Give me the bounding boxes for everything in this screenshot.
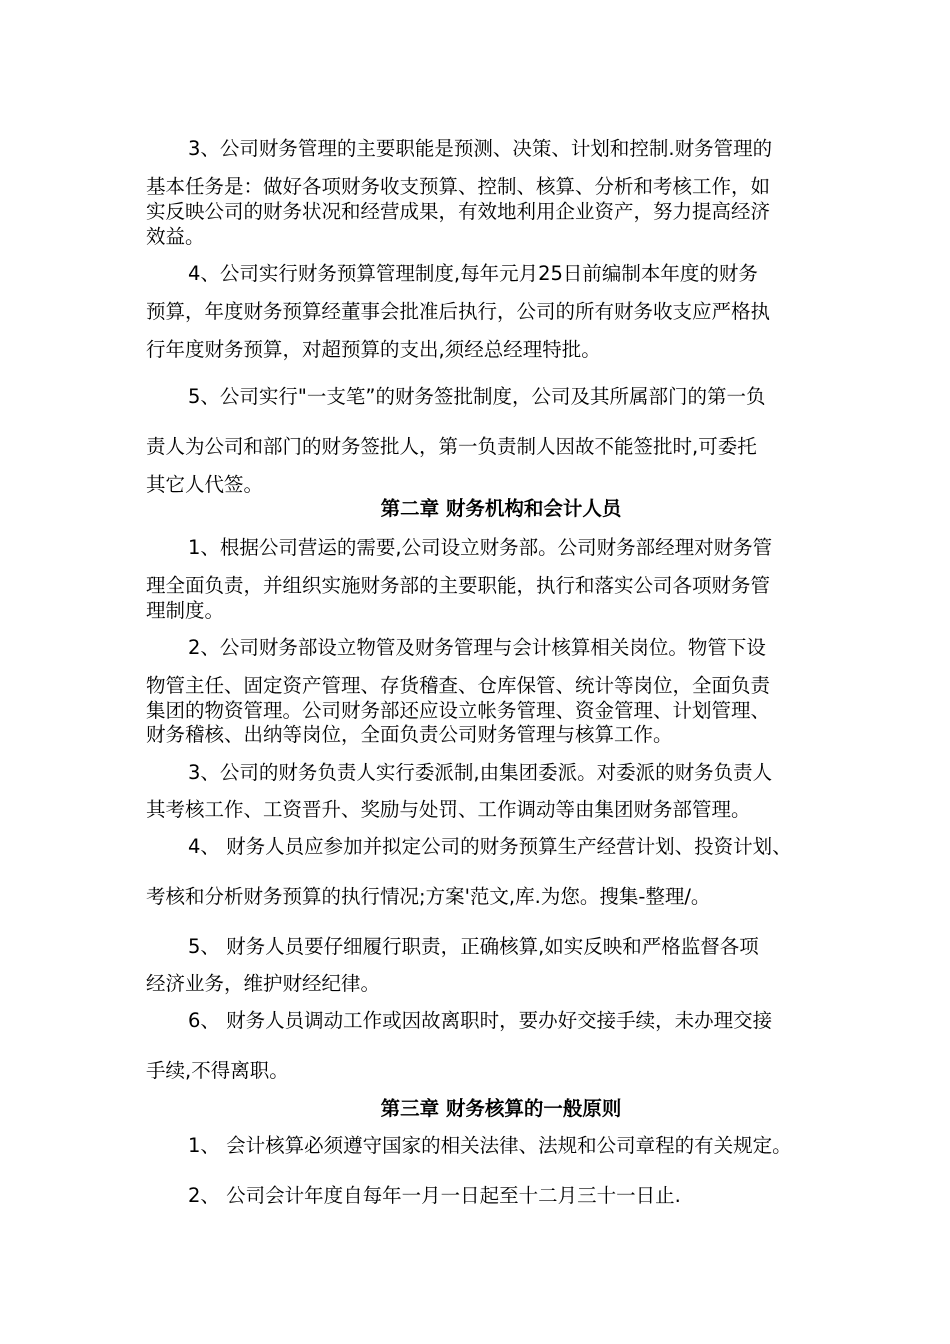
paragraph-line: 1、根据公司营运的需要,公司设立财务部。公司财务部经理对财务管 <box>188 536 773 559</box>
paragraph-line: 预算，年度财务预算经董事会批准后执行，公司的所有财务收支应严格执 <box>146 300 771 323</box>
paragraph-line: 基本任务是：做好各项财务收支预算、控制、核算、分析和考核工作，如 <box>146 175 771 198</box>
paragraph-line: 行年度财务预算，对超预算的支出,须经总经理特批。 <box>146 338 601 361</box>
paragraph-line: 6、 财务人员调动工作或因故离职时，要办好交接手续，未办理交接 <box>188 1009 773 1032</box>
chapter-heading: 第三章 财务核算的一般原则 <box>380 1097 622 1120</box>
paragraph-line: 5、 财务人员要仔细履行职责，正确核算,如实反映和严格监督各项 <box>188 935 759 958</box>
paragraph-line: 理制度。 <box>146 599 225 622</box>
paragraph-line: 财务稽核、出纳等岗位，全面负责公司财务管理与核算工作。 <box>146 723 673 746</box>
paragraph-line: 4、公司实行财务预算管理制度,每年元月25日前编制本年度的财务 <box>188 262 758 285</box>
paragraph-line: 手续,不得离职。 <box>146 1059 289 1082</box>
paragraph-line: 考核和分析财务预算的执行情况;方案'范文,库.为您。搜集-整理/。 <box>146 885 711 908</box>
paragraph-line: 责人为公司和部门的财务签批人，第一负责制人因故不能签批时,可委托 <box>146 435 757 458</box>
paragraph-line: 理全面负责，并组织实施财务部的主要职能，执行和落实公司各项财务管 <box>146 574 771 597</box>
paragraph-line: 实反映公司的财务状况和经营成果，有效地利用企业资产，努力提高经济 <box>146 200 771 223</box>
paragraph-line: 3、公司财务管理的主要职能是预测、决策、计划和控制.财务管理的 <box>188 137 773 160</box>
paragraph-line: 其它人代签。 <box>146 473 264 496</box>
paragraph-line: 物管主任、固定资产管理、存货稽查、仓库保管、统计等岗位，全面负责 <box>146 674 771 697</box>
paragraph-line: 1、 会计核算必须遵守国家的相关法律、法规和公司章程的有关规定。 <box>188 1134 792 1157</box>
paragraph-line: 4、 财务人员应参加并拟定公司的财务预算生产经营计划、投资计划、 <box>188 835 792 858</box>
paragraph-line: 2、 公司会计年度自每年一月一日起至十二月三十一日止. <box>188 1184 681 1207</box>
paragraph-line: 5、公司实行"一支笔”的财务签批制度，公司及其所属部门的第一负 <box>188 385 766 408</box>
paragraph-line: 效益。 <box>146 225 205 248</box>
paragraph-line: 其考核工作、工资晋升、奖励与处罚、工作调动等由集团财务部管理。 <box>146 798 751 821</box>
paragraph-line: 3、公司的财务负责人实行委派制,由集团委派。对委派的财务负责人 <box>188 761 773 784</box>
paragraph-line: 经济业务，维护财经纪律。 <box>146 972 381 995</box>
chapter-heading: 第二章 财务机构和会计人员 <box>380 497 622 520</box>
paragraph-line: 集团的物资管理。公司财务部还应设立帐务管理、资金管理、计划管理、 <box>146 699 771 722</box>
paragraph-line: 2、公司财务部设立物管及财务管理与会计核算相关岗位。物管下设 <box>188 636 766 659</box>
